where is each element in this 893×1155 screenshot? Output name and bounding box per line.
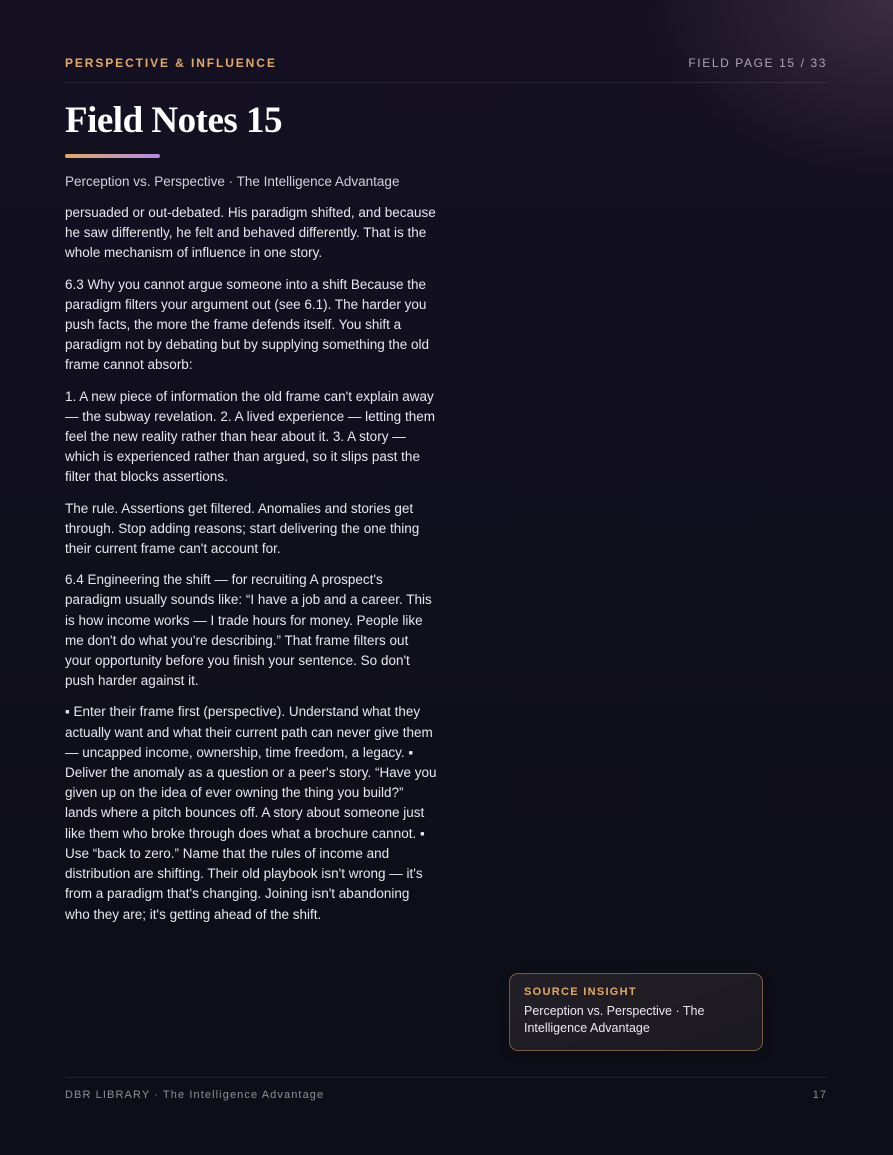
section-label: PERSPECTIVE & INFLUENCE (65, 56, 277, 70)
paragraph: 6.3 Why you cannot argue someone into a shift Because the paradigm filters your argument out (see 6.1). The harder you push facts, the more the frame defends itself. You shift a paradigm not by debating but by supplying something the old frame cannot absorb: (65, 276, 429, 373)
page-footer (65, 1077, 827, 1108)
source-insight-card (509, 973, 763, 1051)
page-counter: FIELD PAGE 15 / 33 (688, 56, 827, 70)
page-header (65, 55, 827, 83)
title-accent-bar (65, 154, 160, 158)
body-text (65, 203, 437, 936)
page-subtitle: Perception vs. Perspective · The Intelligence Advantage (65, 174, 400, 189)
insight-label: SOURCE INSIGHT (524, 986, 637, 998)
paragraph: ▪ Enter their frame first (perspective). Understand what they actually want and what their current path can never give them — uncapped income, ownership, time freedom, a legacy. ▪ Deliver the anomaly as a question or a peer's story. “Have you given up on the idea of ever owning the thing you build?” lands where a pitch bounces off. A story about someone just like them who broke through does what a brochure cannot. ▪ Use “back to zero.” Name that the rules of income and distribution are shifting. Their old playbook isn't wrong — it's from a paradigm that's changing. Joining isn't abandoning who they are; it's getting ahead of the shift. (65, 704, 437, 922)
paragraph: 1. A new piece of information the old frame can't explain away — the subway revelation. 2. A lived experience — letting them feel the new reality rather than hear about it. 3. A story — which is experienced rather than argued, so it slips past the filter that blocks assertions. (65, 388, 435, 485)
page-title: Field Notes 15 (65, 100, 283, 141)
paragraph: The rule. Assertions get filtered. Anomalies and stories get through. Stop adding reasons; start delivering the one thing their current frame can't account for. (65, 500, 420, 557)
footer-library-label: DBR LIBRARY · The Intelligence Advantage (65, 1089, 325, 1101)
paragraph: 6.4 Engineering the shift — for recruiting A prospect's paradigm usually sounds like: “I have a job and a career. This is how income works — I trade hours for money. People like me don't do what you're describing.” That frame filters out your opportunity before you finish your sentence. So don't push harder against it. (65, 572, 432, 689)
paragraph: persuaded or out-debated. His paradigm shifted, and because he saw differently, he felt and behaved differently. That is the whole mechanism of influence in one story. (65, 205, 436, 261)
page-number: 17 (812, 1089, 827, 1101)
insight-text: Perception vs. Perspective · The Intelligence Advantage (524, 1004, 705, 1035)
